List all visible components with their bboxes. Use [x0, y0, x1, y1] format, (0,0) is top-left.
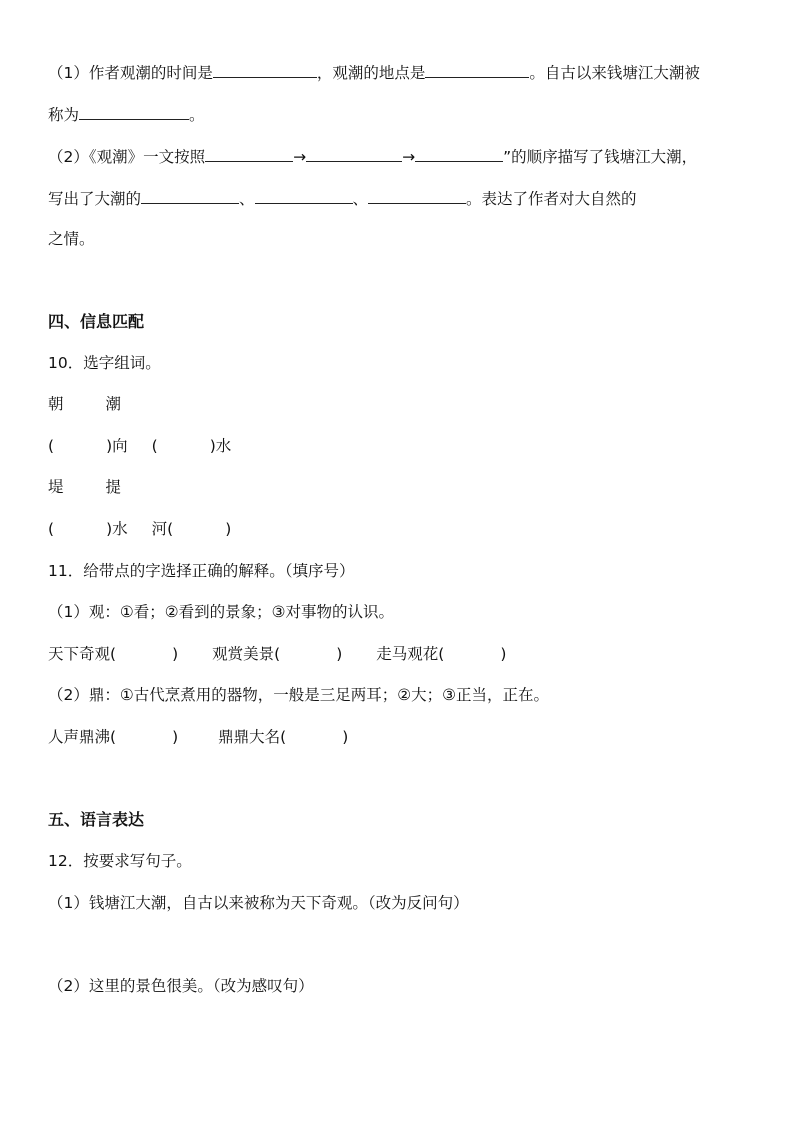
- word-prefix: 河(: [151, 520, 174, 538]
- q9-text: 之情。: [48, 230, 95, 248]
- q9-part2-line2: [48, 187, 637, 209]
- paren: ): [336, 645, 343, 663]
- paren: ): [225, 520, 232, 538]
- char-option: 潮: [105, 395, 122, 413]
- q9-part1-line2: [48, 103, 205, 125]
- answer-blank[interactable]: [205, 145, 293, 162]
- section-heading: 四、信息匹配: [48, 312, 145, 331]
- q9-part2-line3: [48, 229, 95, 249]
- fill-row: [48, 727, 348, 747]
- rewrite-prompt: （1）钱塘江大潮，自古以来被称为天下奇观。（改为反问句）: [48, 894, 469, 912]
- q9-text: 。自古以来钱塘江大潮被: [529, 64, 700, 82]
- word-suffix: )水: [106, 520, 128, 538]
- separator-text: 、: [239, 190, 255, 208]
- paren: (: [151, 437, 158, 455]
- char-option: 朝: [48, 395, 64, 413]
- phrase: 人声鼎沸(: [48, 728, 117, 746]
- word-suffix: )向: [106, 437, 128, 455]
- part-label: （2）: [48, 148, 89, 166]
- q9-text: 写出了大潮的: [48, 190, 142, 208]
- phrase: 天下奇观(: [48, 645, 117, 663]
- answer-blank[interactable]: [213, 61, 317, 78]
- answer-blank[interactable]: [425, 61, 529, 78]
- answer-blank[interactable]: [79, 103, 189, 120]
- paren: (: [48, 437, 55, 455]
- arrow-text: →: [293, 148, 307, 166]
- part-label: （1）: [48, 64, 89, 82]
- paren: ): [500, 645, 507, 663]
- paren: ): [172, 728, 179, 746]
- rewrite-prompt: （2）这里的景色很美。（改为感叹句）: [48, 977, 314, 995]
- paren: ): [172, 645, 179, 663]
- q9-text: ”的顺序描写了钱塘江大潮，: [503, 148, 698, 166]
- q9-part1-line1: [48, 61, 700, 83]
- section-heading: 五、语言表达: [48, 810, 145, 829]
- paren: (: [48, 520, 55, 538]
- q9-part2-line1: [48, 145, 697, 167]
- answer-blank[interactable]: [306, 145, 402, 162]
- char-pair-row: [48, 394, 121, 414]
- arrow-text: →: [402, 148, 416, 166]
- q9-text: 《观潮》一文按照: [88, 148, 206, 166]
- question-stem: 10．选字组词。: [48, 354, 161, 372]
- paren: ): [342, 728, 349, 746]
- fill-row: [48, 436, 231, 456]
- definition-line: （1）观：①看；②看到的景象；③对事物的认识。: [48, 603, 395, 621]
- q9-text: 作者观潮的时间是: [88, 64, 213, 82]
- question-stem: 12．按要求写句子。: [48, 852, 192, 870]
- definition-line: （2）鼎：①古代烹煮用的器物，一般是三足两耳；②大；③正当，正在。: [48, 686, 550, 704]
- q9-text: 。表达了作者对大自然的: [466, 190, 637, 208]
- q9-text: ，观潮的地点是: [316, 64, 426, 82]
- word-suffix: )水: [209, 437, 232, 455]
- q9-text: 称为: [48, 106, 80, 124]
- q9-text: 。: [189, 106, 205, 124]
- separator-text: 、: [352, 190, 369, 208]
- phrase: 观赏美景(: [212, 645, 281, 663]
- answer-blank[interactable]: [255, 187, 353, 204]
- char-option: 提: [105, 478, 122, 496]
- fill-row: [48, 519, 231, 539]
- question-stem: 11．给带点的字选择正确的解释。（填序号）: [48, 562, 355, 580]
- phrase: 走马观花(: [376, 645, 445, 663]
- char-pair-row: [48, 477, 121, 497]
- answer-blank[interactable]: [141, 187, 239, 204]
- fill-row: [48, 644, 506, 664]
- char-option: 堤: [48, 478, 64, 496]
- answer-blank[interactable]: [415, 145, 503, 162]
- phrase: 鼎鼎大名(: [218, 728, 287, 746]
- answer-blank[interactable]: [368, 187, 466, 204]
